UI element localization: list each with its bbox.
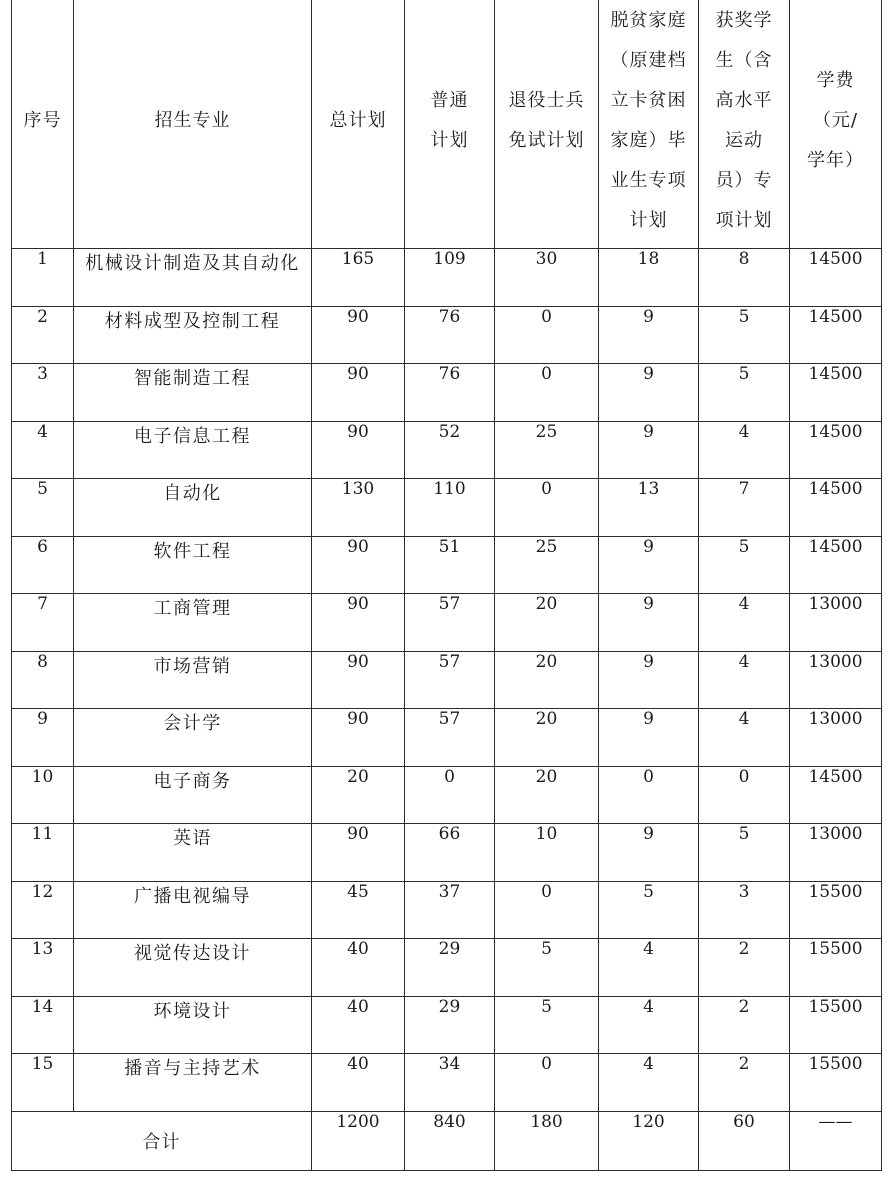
major-cell: 播音与主持艺术: [74, 1054, 312, 1112]
seq-cell: 13: [12, 939, 74, 997]
fee-cell: 14500: [790, 766, 882, 824]
poverty-cell: 9: [599, 709, 699, 767]
poverty-cell: 18: [599, 249, 699, 307]
veteran-cell: 20: [495, 651, 599, 709]
table-row: [12, 536, 882, 594]
veteran-cell: 10: [495, 824, 599, 882]
fee-cell: 14500: [790, 536, 882, 594]
award-cell: 5: [699, 536, 790, 594]
fee-cell: 13000: [790, 594, 882, 652]
normal-cell: 52: [405, 421, 495, 479]
major-cell: 机械设计制造及其自动化: [74, 249, 312, 307]
award-cell: 4: [699, 651, 790, 709]
fee-cell: 13000: [790, 709, 882, 767]
fee-cell: 15500: [790, 996, 882, 1054]
seq-cell: 5: [12, 479, 74, 537]
major-cell: 视觉传达设计: [74, 939, 312, 997]
seq-cell: 8: [12, 651, 74, 709]
header-row: [12, 0, 882, 249]
table-row: [12, 1054, 882, 1112]
poverty-cell: 9: [599, 824, 699, 882]
veteran-cell: 30: [495, 249, 599, 307]
table-row: [12, 594, 882, 652]
veteran-cell: 5: [495, 996, 599, 1054]
seq-cell: 11: [12, 824, 74, 882]
poverty-cell: 0: [599, 766, 699, 824]
total-cell: 40: [312, 939, 405, 997]
normal-cell: 34: [405, 1054, 495, 1112]
seq-cell: 6: [12, 536, 74, 594]
seq-cell: 2: [12, 306, 74, 364]
table-row: [12, 824, 882, 882]
poverty-cell: 9: [599, 364, 699, 422]
total-cell: 90: [312, 594, 405, 652]
award-cell: 2: [699, 939, 790, 997]
major-cell: 工商管理: [74, 594, 312, 652]
poverty-cell: 9: [599, 306, 699, 364]
table-row: [12, 479, 882, 537]
seq-cell: 1: [12, 249, 74, 307]
award-cell: 7: [699, 479, 790, 537]
fee-cell: 15500: [790, 1054, 882, 1112]
header-normal: 普通计划: [405, 0, 495, 249]
seq-cell: 15: [12, 1054, 74, 1112]
normal-cell: 110: [405, 479, 495, 537]
award-cell: 8: [699, 249, 790, 307]
poverty-cell: 9: [599, 421, 699, 479]
veteran-cell: 25: [495, 536, 599, 594]
seq-cell: 3: [12, 364, 74, 422]
fee-cell: 14500: [790, 479, 882, 537]
major-cell: 英语: [74, 824, 312, 882]
major-cell: 会计学: [74, 709, 312, 767]
normal-cell: 57: [405, 651, 495, 709]
fee-cell: 15500: [790, 881, 882, 939]
normal-cell: 109: [405, 249, 495, 307]
header-fee: 学费（元/学年）: [790, 0, 882, 249]
total-cell: 90: [312, 421, 405, 479]
table-row: [12, 996, 882, 1054]
table-row: [12, 881, 882, 939]
normal-cell: 66: [405, 824, 495, 882]
normal-cell: 76: [405, 364, 495, 422]
total-cell: 90: [312, 709, 405, 767]
table-row: [12, 766, 882, 824]
header-award: 获奖学生（含高水平运动员）专项计划: [699, 0, 790, 249]
total-cell: 90: [312, 824, 405, 882]
poverty-cell: 4: [599, 939, 699, 997]
fee-cell: 14500: [790, 249, 882, 307]
seq-cell: 10: [12, 766, 74, 824]
totals-total: 1200: [312, 1111, 405, 1170]
seq-cell: 7: [12, 594, 74, 652]
total-cell: 130: [312, 479, 405, 537]
header-poverty: 脱贫家庭（原建档立卡贫困家庭）毕业生专项计划: [599, 0, 699, 249]
award-cell: 4: [699, 594, 790, 652]
veteran-cell: 0: [495, 479, 599, 537]
award-cell: 4: [699, 709, 790, 767]
major-cell: 电子商务: [74, 766, 312, 824]
totals-veteran: 180: [495, 1111, 599, 1170]
fee-cell: 14500: [790, 364, 882, 422]
totals-poverty: 120: [599, 1111, 699, 1170]
total-cell: 90: [312, 651, 405, 709]
header-seq: 序号: [12, 0, 74, 249]
award-cell: 3: [699, 881, 790, 939]
poverty-cell: 9: [599, 594, 699, 652]
total-cell: 165: [312, 249, 405, 307]
total-cell: 45: [312, 881, 405, 939]
table-row: [12, 651, 882, 709]
award-cell: 0: [699, 766, 790, 824]
major-cell: 电子信息工程: [74, 421, 312, 479]
poverty-cell: 4: [599, 996, 699, 1054]
normal-cell: 37: [405, 881, 495, 939]
award-cell: 5: [699, 306, 790, 364]
fee-cell: 13000: [790, 824, 882, 882]
veteran-cell: 20: [495, 766, 599, 824]
normal-cell: 76: [405, 306, 495, 364]
total-cell: 90: [312, 306, 405, 364]
total-cell: 90: [312, 364, 405, 422]
veteran-cell: 0: [495, 1054, 599, 1112]
table-body: [12, 249, 882, 1171]
seq-cell: 14: [12, 996, 74, 1054]
major-cell: 环境设计: [74, 996, 312, 1054]
table-row: [12, 939, 882, 997]
total-cell: 40: [312, 996, 405, 1054]
poverty-cell: 13: [599, 479, 699, 537]
total-cell: 90: [312, 536, 405, 594]
header-veteran: 退役士兵免试计划: [495, 0, 599, 249]
totals-label: 合计: [12, 1111, 312, 1170]
fee-cell: 15500: [790, 939, 882, 997]
normal-cell: 57: [405, 594, 495, 652]
normal-cell: 0: [405, 766, 495, 824]
veteran-cell: 0: [495, 881, 599, 939]
header-major: 招生专业: [74, 0, 312, 249]
totals-award: 60: [699, 1111, 790, 1170]
poverty-cell: 9: [599, 536, 699, 594]
enrollment-plan-table: [11, 0, 882, 1171]
major-cell: 市场营销: [74, 651, 312, 709]
normal-cell: 29: [405, 996, 495, 1054]
totals-normal: 840: [405, 1111, 495, 1170]
total-cell: 40: [312, 1054, 405, 1112]
total-cell: 20: [312, 766, 405, 824]
table-row: [12, 249, 882, 307]
totals-row: [12, 1111, 882, 1170]
fee-cell: 14500: [790, 421, 882, 479]
award-cell: 5: [699, 824, 790, 882]
table-row: [12, 709, 882, 767]
fee-cell: 14500: [790, 306, 882, 364]
fee-cell: 13000: [790, 651, 882, 709]
award-cell: 4: [699, 421, 790, 479]
veteran-cell: 0: [495, 364, 599, 422]
veteran-cell: 0: [495, 306, 599, 364]
major-cell: 广播电视编导: [74, 881, 312, 939]
veteran-cell: 5: [495, 939, 599, 997]
veteran-cell: 20: [495, 709, 599, 767]
poverty-cell: 5: [599, 881, 699, 939]
veteran-cell: 20: [495, 594, 599, 652]
header-total: 总计划: [312, 0, 405, 249]
seq-cell: 9: [12, 709, 74, 767]
poverty-cell: 9: [599, 651, 699, 709]
major-cell: 自动化: [74, 479, 312, 537]
major-cell: 智能制造工程: [74, 364, 312, 422]
award-cell: 2: [699, 1054, 790, 1112]
award-cell: 5: [699, 364, 790, 422]
major-cell: 软件工程: [74, 536, 312, 594]
normal-cell: 51: [405, 536, 495, 594]
major-cell: 材料成型及控制工程: [74, 306, 312, 364]
seq-cell: 12: [12, 881, 74, 939]
table-row: [12, 306, 882, 364]
award-cell: 2: [699, 996, 790, 1054]
normal-cell: 57: [405, 709, 495, 767]
table-row: [12, 421, 882, 479]
normal-cell: 29: [405, 939, 495, 997]
totals-fee: ——: [790, 1111, 882, 1170]
table-row: [12, 364, 882, 422]
seq-cell: 4: [12, 421, 74, 479]
veteran-cell: 25: [495, 421, 599, 479]
poverty-cell: 4: [599, 1054, 699, 1112]
